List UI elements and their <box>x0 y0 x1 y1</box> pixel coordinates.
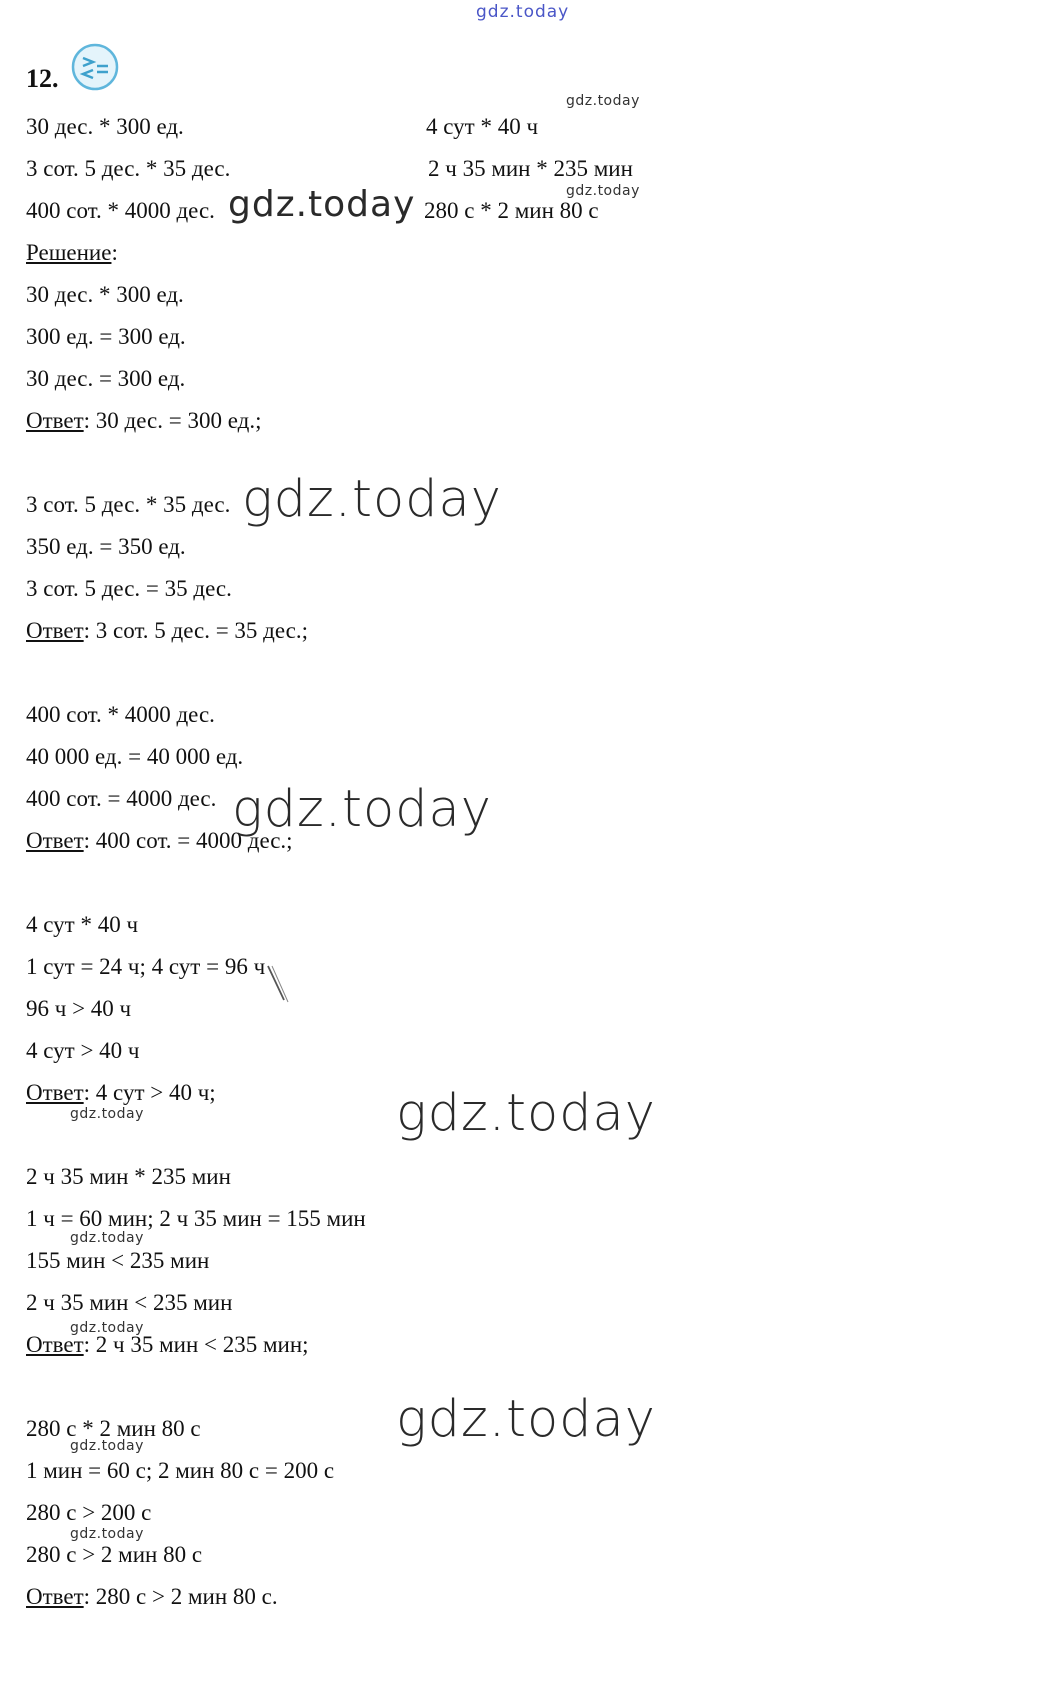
b6-line-4: 280 с > 2 мин 80 с <box>26 1542 203 1567</box>
b3-answer: Ответ: 400 сот. = 4000 дес.; <box>26 828 293 853</box>
b1-answer: Ответ: 30 дес. = 300 ед.; <box>26 408 262 433</box>
b3-line-3: 400 сот. = 4000 дес. <box>26 786 217 811</box>
watermark-top: gdz.today <box>476 2 570 22</box>
compare-signs-icon <box>70 42 120 92</box>
task-left-1: 30 дес. * 300 ед. <box>26 114 184 139</box>
b6-line-1: 280 с * 2 мин 80 с <box>26 1416 201 1441</box>
watermark: gdz.today <box>566 93 640 109</box>
b1-line-2: 300 ед. = 300 ед. <box>26 324 186 349</box>
task-right-1: 4 сут * 40 ч <box>426 114 539 139</box>
b4-line-4: 4 сут > 40 ч <box>26 1038 140 1063</box>
watermark: gdz.today <box>396 1084 656 1143</box>
b4-answer: Ответ: 4 сут > 40 ч; <box>26 1080 216 1105</box>
watermark: gdz.today <box>566 183 640 199</box>
b4-line-3: 96 ч > 40 ч <box>26 996 132 1021</box>
b3-line-2: 40 000 ед. = 40 000 ед. <box>26 744 244 769</box>
watermark: gdz.today <box>70 1526 144 1542</box>
b2-line-1: 3 сот. 5 дес. * 35 дес. <box>26 492 231 517</box>
b5-line-4: 2 ч 35 мин < 235 мин <box>26 1290 233 1315</box>
solution-heading: Решение: <box>26 240 118 265</box>
b5-line-2: 1 ч = 60 мин; 2 ч 35 мин = 155 мин <box>26 1206 366 1231</box>
b2-line-2: 350 ед. = 350 ед. <box>26 534 186 559</box>
b3-line-1: 400 сот. * 4000 дес. <box>26 702 215 727</box>
b4-line-1: 4 сут * 40 ч <box>26 912 139 937</box>
task-right-2: 2 ч 35 мин * 235 мин <box>428 156 633 181</box>
watermark: gdz.today <box>242 470 502 529</box>
watermark: gdz.today <box>232 780 492 839</box>
b5-answer: Ответ: 2 ч 35 мин < 235 мин; <box>26 1332 309 1357</box>
b4-line-2: 1 сут = 24 ч; 4 сут = 96 ч <box>26 954 266 979</box>
b1-line-3: 30 дес. = 300 ед. <box>26 366 186 391</box>
b5-line-3: 155 мин < 235 мин <box>26 1248 210 1273</box>
b1-line-1: 30 дес. * 300 ед. <box>26 282 184 307</box>
watermark: gdz.today <box>228 184 416 225</box>
watermark: gdz.today <box>70 1438 144 1454</box>
b2-answer: Ответ: 3 сот. 5 дес. = 35 дес.; <box>26 618 309 643</box>
watermark: gdz.today <box>396 1390 656 1449</box>
b6-line-2: 1 мин = 60 с; 2 мин 80 с = 200 с <box>26 1458 335 1483</box>
watermark: gdz.today <box>70 1320 144 1336</box>
task-right-3: 280 с * 2 мин 80 с <box>424 198 599 223</box>
task-left-3: 400 сот. * 4000 дес. <box>26 198 215 223</box>
task-left-2: 3 сот. 5 дес. * 35 дес. <box>26 156 231 181</box>
b6-line-3: 280 с > 200 с <box>26 1500 152 1525</box>
pen-mark <box>264 962 294 1006</box>
exercise-number: 12. <box>26 64 59 93</box>
watermark: gdz.today <box>70 1230 144 1246</box>
b5-line-1: 2 ч 35 мин * 235 мин <box>26 1164 231 1189</box>
watermark: gdz.today <box>70 1106 144 1122</box>
b6-answer: Ответ: 280 с > 2 мин 80 с. <box>26 1584 278 1609</box>
b2-line-3: 3 сот. 5 дес. = 35 дес. <box>26 576 232 601</box>
